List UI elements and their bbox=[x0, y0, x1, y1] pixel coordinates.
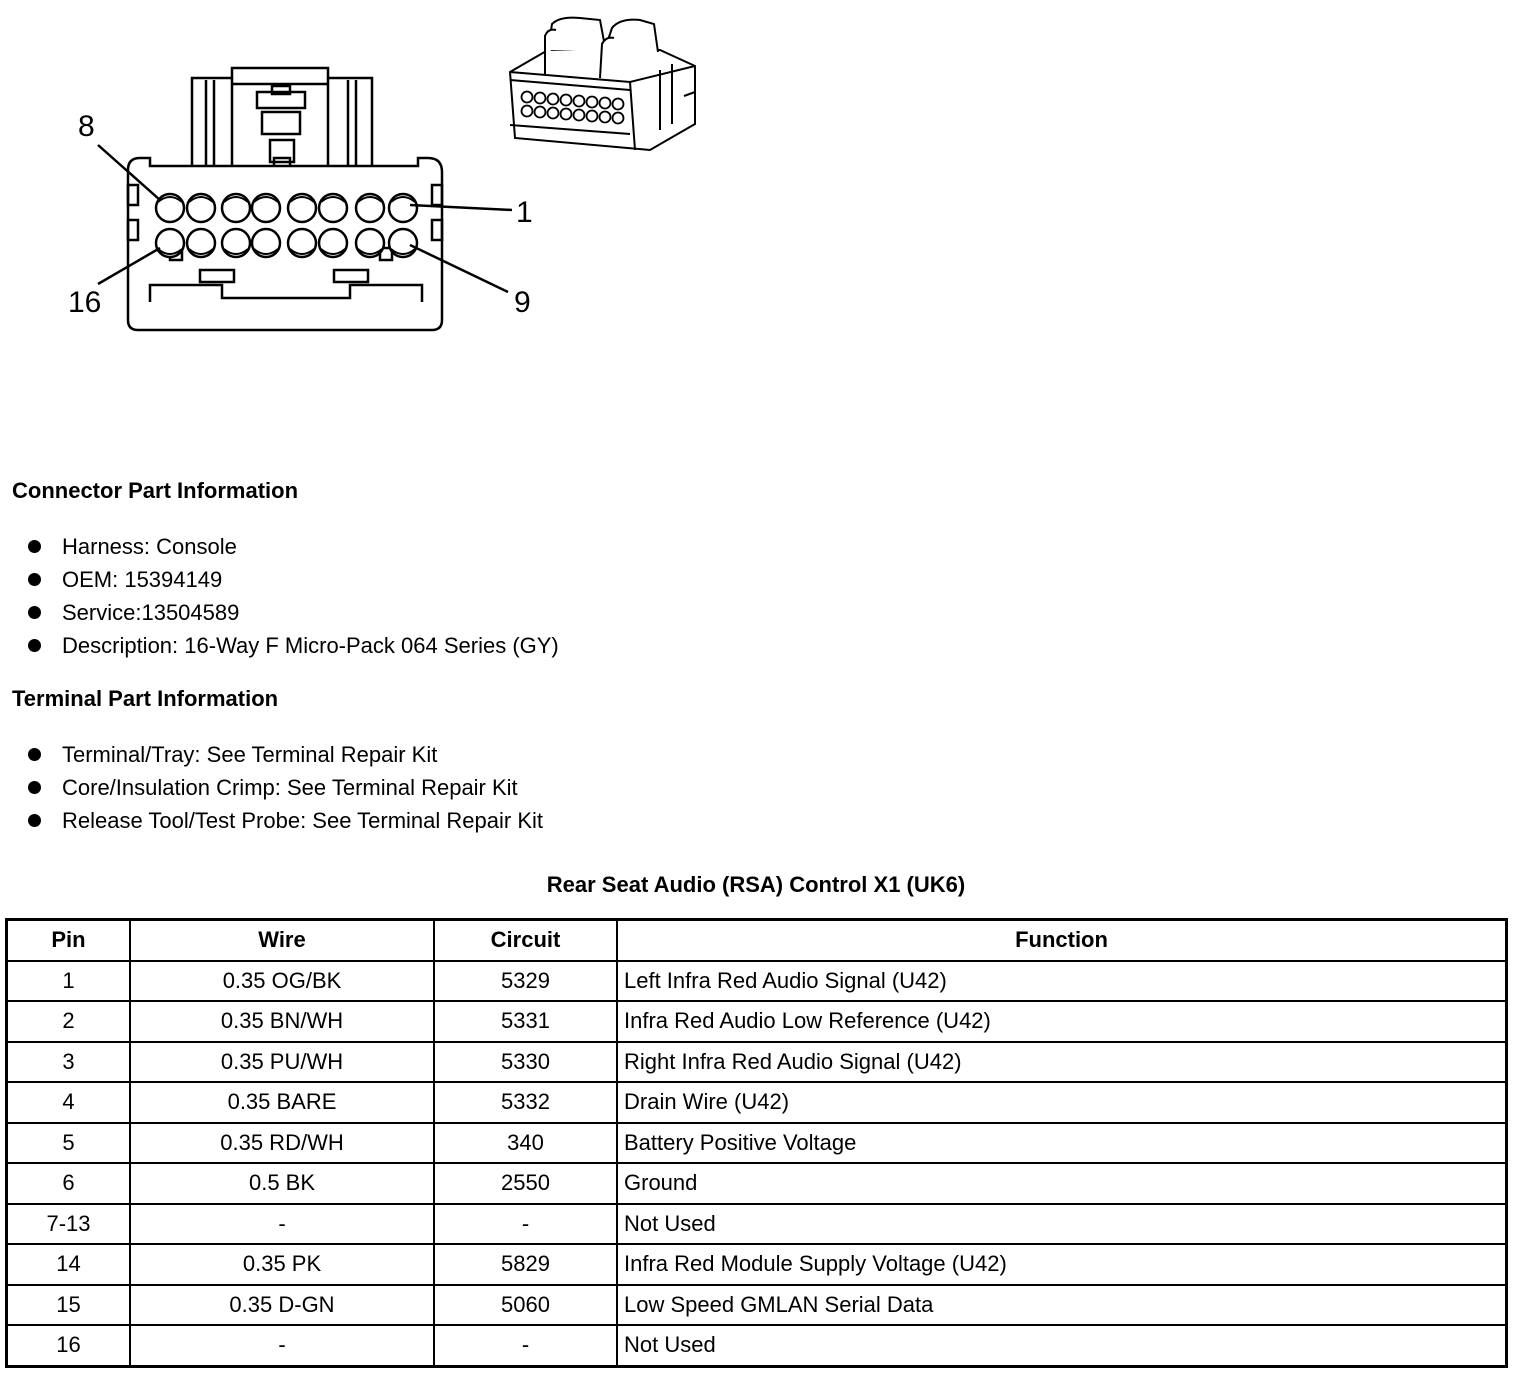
cell-function: Low Speed GMLAN Serial Data bbox=[617, 1285, 1507, 1326]
cell-circuit: 5331 bbox=[434, 1001, 617, 1042]
cell-circuit: - bbox=[434, 1325, 617, 1366]
cell-pin: 3 bbox=[7, 1042, 131, 1083]
pin-label-16: 16 bbox=[68, 286, 102, 319]
bullet-icon bbox=[28, 748, 41, 761]
cell-wire: 0.35 PU/WH bbox=[130, 1042, 434, 1083]
cell-pin: 14 bbox=[7, 1244, 131, 1285]
list-item: OEM: 15394149 bbox=[28, 563, 559, 596]
cell-circuit: 340 bbox=[434, 1123, 617, 1164]
cell-function: Infra Red Module Supply Voltage (U42) bbox=[617, 1244, 1507, 1285]
cell-function: Ground bbox=[617, 1163, 1507, 1204]
cell-pin: 5 bbox=[7, 1123, 131, 1164]
pinout-table bbox=[5, 918, 1508, 1368]
cell-function: Not Used bbox=[617, 1204, 1507, 1245]
cell-wire: 0.35 OG/BK bbox=[130, 961, 434, 1002]
terminal-info-list bbox=[28, 738, 543, 837]
header-circuit: Circuit bbox=[434, 920, 617, 961]
table-row bbox=[7, 1204, 1507, 1245]
bullet-icon bbox=[28, 573, 41, 586]
bullet-icon bbox=[28, 814, 41, 827]
header-wire: Wire bbox=[130, 920, 434, 961]
pin-label-1: 1 bbox=[516, 196, 533, 229]
cell-wire: 0.35 BN/WH bbox=[130, 1001, 434, 1042]
header-pin: Pin bbox=[7, 920, 131, 961]
cell-wire: 0.35 BARE bbox=[130, 1082, 434, 1123]
cell-pin: 16 bbox=[7, 1325, 131, 1366]
bullet-icon bbox=[28, 781, 41, 794]
terminal-info-heading: Terminal Part Information bbox=[12, 686, 279, 711]
table-row bbox=[7, 1001, 1507, 1042]
bullet-icon bbox=[28, 540, 41, 553]
list-item: Terminal/Tray: See Terminal Repair Kit bbox=[28, 738, 543, 771]
cell-function: Left Infra Red Audio Signal (U42) bbox=[617, 961, 1507, 1002]
cell-wire: - bbox=[130, 1204, 434, 1245]
table-row bbox=[7, 1244, 1507, 1285]
cell-function: Battery Positive Voltage bbox=[617, 1123, 1507, 1164]
cell-circuit: 5060 bbox=[434, 1285, 617, 1326]
table-row bbox=[7, 1082, 1507, 1123]
pin-label-8: 8 bbox=[78, 110, 95, 143]
table-row bbox=[7, 1042, 1507, 1083]
cell-wire: 0.5 BK bbox=[130, 1163, 434, 1204]
list-item: Core/Insulation Crimp: See Terminal Repair Kit bbox=[28, 771, 543, 804]
cell-circuit: 5329 bbox=[434, 961, 617, 1002]
cell-pin: 4 bbox=[7, 1082, 131, 1123]
list-item: Service:13504589 bbox=[28, 596, 559, 629]
cell-circuit: 5330 bbox=[434, 1042, 617, 1083]
table-row bbox=[7, 1123, 1507, 1164]
connector-info-heading: Connector Part Information bbox=[12, 478, 299, 503]
bullet-icon bbox=[28, 606, 41, 619]
table-title: Rear Seat Audio (RSA) Control X1 (UK6) bbox=[546, 872, 966, 897]
connector-info-list bbox=[28, 530, 559, 662]
cell-circuit: 2550 bbox=[434, 1163, 617, 1204]
table-row bbox=[7, 1325, 1507, 1366]
cell-circuit: 5829 bbox=[434, 1244, 617, 1285]
connector-3d-view bbox=[510, 18, 695, 150]
table-header-row bbox=[7, 920, 1507, 961]
cell-wire: 0.35 RD/WH bbox=[130, 1123, 434, 1164]
cell-pin: 2 bbox=[7, 1001, 131, 1042]
table-row bbox=[7, 1163, 1507, 1204]
cell-function: Right Infra Red Audio Signal (U42) bbox=[617, 1042, 1507, 1083]
cell-function: Drain Wire (U42) bbox=[617, 1082, 1507, 1123]
cell-circuit: - bbox=[434, 1204, 617, 1245]
pin-label-9: 9 bbox=[514, 286, 531, 319]
connector-diagram bbox=[0, 0, 740, 350]
list-item: Release Tool/Test Probe: See Terminal Repair Kit bbox=[28, 804, 543, 837]
cell-function: Not Used bbox=[617, 1325, 1507, 1366]
cell-pin: 7-13 bbox=[7, 1204, 131, 1245]
cell-wire: 0.35 D-GN bbox=[130, 1285, 434, 1326]
cell-pin: 6 bbox=[7, 1163, 131, 1204]
cell-function: Infra Red Audio Low Reference (U42) bbox=[617, 1001, 1507, 1042]
header-function: Function bbox=[617, 920, 1507, 961]
cell-circuit: 5332 bbox=[434, 1082, 617, 1123]
bullet-icon bbox=[28, 639, 41, 652]
cell-pin: 15 bbox=[7, 1285, 131, 1326]
table-row bbox=[7, 961, 1507, 1002]
cell-wire: - bbox=[130, 1325, 434, 1366]
list-item: Description: 16-Way F Micro-Pack 064 Series (GY) bbox=[28, 629, 559, 662]
cell-wire: 0.35 PK bbox=[130, 1244, 434, 1285]
cell-pin: 1 bbox=[7, 961, 131, 1002]
table-row bbox=[7, 1285, 1507, 1326]
list-item: Harness: Console bbox=[28, 530, 559, 563]
